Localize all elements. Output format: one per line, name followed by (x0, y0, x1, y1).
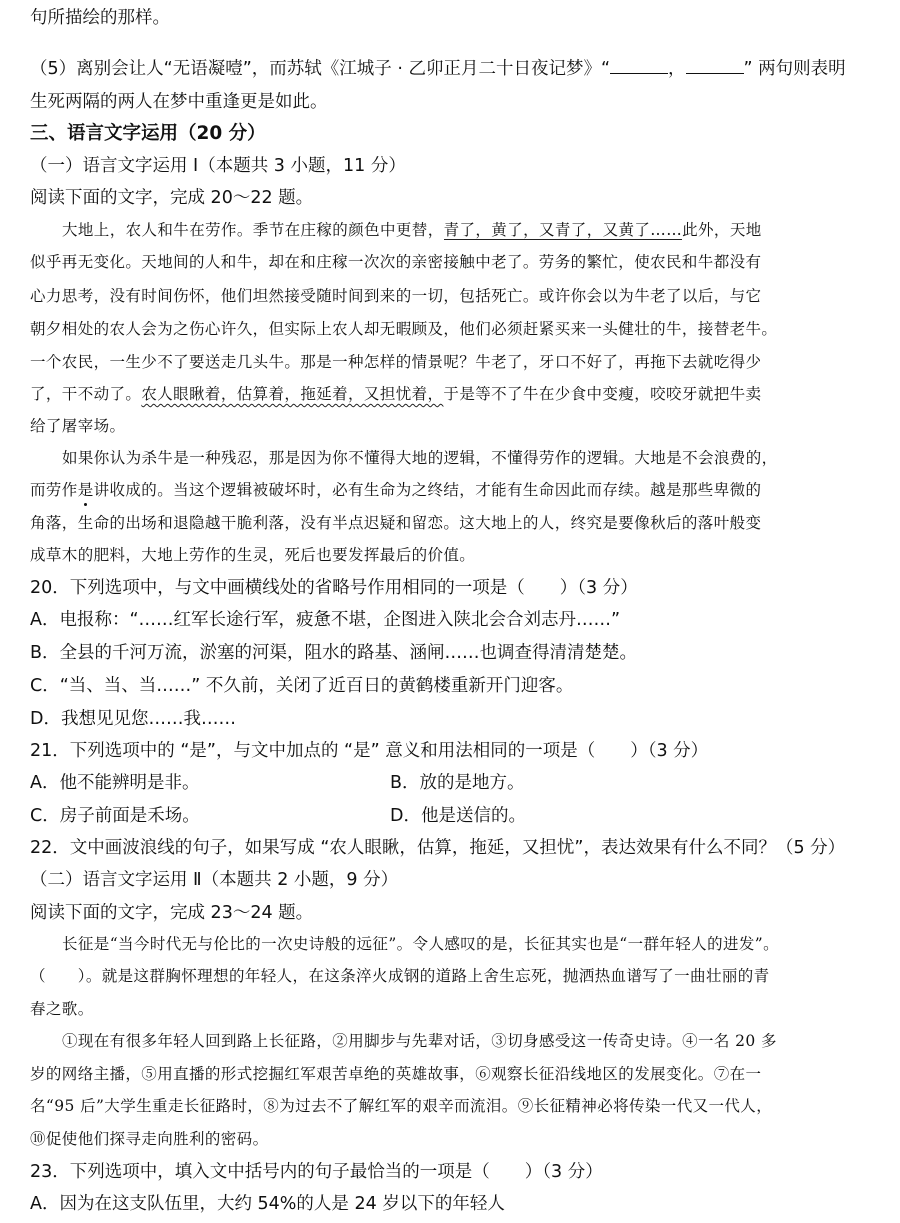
passage-line: 长征是“当今时代无与伦比的一次史诗般的远征”。令人感叹的是，长征其实也是“一群年轻人的进发”。 (62, 935, 779, 953)
q21-option-d[interactable]: D．他是送信的。 (390, 806, 526, 826)
part-heading: （二）语言文字运用 Ⅱ（本题共 2 小题，9 分） (30, 870, 399, 890)
q20-option-d[interactable]: D．我想见见您……我…… (30, 709, 236, 729)
q23-option-a[interactable]: A．因为在这支队伍里，大约 54%的人是 24 岁以下的年轻人 (30, 1194, 505, 1214)
question-21-stem: 21．下列选项中的 “是”，与文中加点的 “是” 意义和用法相同的一项是（ ）（3 分） (30, 741, 709, 761)
passage-line: 给了屠宰场。 (30, 417, 126, 435)
passage-line (30, 478, 761, 500)
q20-option-c[interactable]: C．“当、当、当……” 不久前，关闭了近百日的黄鹤楼重新开门迎客。 (30, 676, 574, 696)
passage-line: 一个农民，一生少不了要送走几头牛。那是一种怎样的情景呢？牛老了，牙口不好了，再拖下去就吃得少 (30, 353, 762, 371)
passage-text: 讲收成的。当这个逻辑被破坏时，必有生命为之终结，才能有生命因此而存续。越是那些卑微的 (93, 481, 762, 499)
question-5 (30, 55, 846, 80)
passage-text: 于是等不了牛在少食中变瘦，咬咬牙就把牛卖 (443, 385, 762, 403)
q21-option-b[interactable]: B．放的是地方。 (390, 773, 525, 793)
part-heading: （一）语言文字运用 Ⅰ（本题共 3 小题，11 分） (30, 156, 406, 176)
question-23-stem: 23．下列选项中，填入文中括号内的句子最恰当的一项是（ ）（3 分） (30, 1162, 603, 1182)
passage-line: ⑩促使他们探寻走向胜利的密码。 (30, 1130, 269, 1148)
passage-text: 了，干不动了。 (30, 385, 142, 403)
passage-line (62, 218, 762, 240)
question-20-stem: 20．下列选项中，与文中画横线处的省略号作用相同的一项是（ ）（3 分） (30, 578, 638, 598)
passage-text: 此外，天地 (682, 221, 762, 239)
q21-option-a[interactable]: A．他不能辨明是非。 (30, 773, 200, 793)
answer-blank-1[interactable] (610, 59, 668, 74)
underlined-text: 青了，黄了，又青了，又黄了…… (443, 221, 683, 239)
instruction: 阅读下面的文字，完成 20～22 题。 (30, 188, 314, 208)
q5-text-end: ” 两句则表明 (743, 59, 846, 79)
passage-line: 朝夕相处的农人会为之伤心许久，但实际上农人却无暇顾及，他们必须赶紧买来一头健壮的牛，接替老牛。 (30, 320, 778, 338)
dotted-char: 是 (77, 481, 94, 499)
q5-comma: ， (668, 59, 686, 79)
passage-line: 春之歌。 (30, 1000, 94, 1018)
q21-option-c[interactable]: C．房子前面是禾场。 (30, 806, 200, 826)
passage-line: 名“95 后”大学生重走长征路时，⑧为过去不了解红军的艰辛而流泪。⑨长征精神必将传染一代又一代人， (30, 1097, 773, 1115)
passage-line: （ ）。就是这群胸怀理想的年轻人，在这条淬火成钢的道路上舍生忘死，抛洒热血谱写了一曲壮丽的青 (30, 967, 770, 985)
passage-line: 角落，生命的出场和退隐越干脆利落，没有半点迟疑和留恋。这大地上的人，终究是要像秋后的落叶般变 (30, 514, 762, 532)
instruction: 阅读下面的文字，完成 23～24 题。 (30, 903, 314, 923)
q20-option-b[interactable]: B．全县的千河万流，淤塞的河渠，阻水的路基、涵闸……也调查得清清楚楚。 (30, 643, 638, 663)
text-line: 句所描绘的那样。 (30, 8, 170, 28)
passage-line (30, 382, 761, 404)
passage-line: 如果你认为杀牛是一种残忍，那是因为你不懂得大地的逻辑，不懂得劳作的逻辑。大地是不会浪费的， (62, 449, 778, 467)
passage-line: 心力思考，没有时间伤怀，他们坦然接受随时间到来的一切，包括死亡。或许你会以为牛老了以后，与它 (30, 287, 762, 305)
answer-blank-2[interactable] (686, 59, 744, 74)
passage-line: 似乎再无变化。天地间的人和牛，却在和庄稼一次次的亲密接触中老了。劳务的繁忙，使农民和牛都没有 (30, 253, 762, 271)
question-22-stem: 22．文中画波浪线的句子，如果写成 “农人眼瞅，估算，拖延，又担忧”，表达效果有什么不同？（5 分） (30, 838, 846, 858)
text-line: 生死两隔的两人在梦中重逢更是如此。 (30, 92, 328, 112)
passage-line: 成草木的肥料，大地上劳作的生灵，死后也要发挥最后的价值。 (30, 546, 476, 564)
q5-text: （5）离别会让人“无语凝噎”，而苏轼《江城子 · 乙卯正月二十日夜记梦》“ (30, 59, 611, 79)
passage-line: ①现在有很多年轻人回到路上长征路，②用脚步与先辈对话，③切身感受这一传奇史诗。④一名 20 多 (62, 1032, 777, 1050)
section-heading: 三、语言文字运用（20 分） (30, 123, 266, 144)
wavy-underlined-text: 农人眼瞅着，估算着，拖延着，又担忧着， (141, 385, 444, 403)
q20-option-a[interactable]: A．电报称：“……红军长途行军，疲惫不堪，企图进入陕北会合刘志丹……” (30, 610, 621, 630)
passage-text: 大地上，农人和牛在劳作。季节在庄稼的颜色中更替， (62, 221, 444, 239)
passage-line: 岁的网络主播，⑤用直播的形式挖掘红军艰苦卓绝的英雄故事，⑥观察长征沿线地区的发展变化。⑦在一 (30, 1065, 762, 1083)
passage-text: 而劳作 (30, 481, 78, 499)
